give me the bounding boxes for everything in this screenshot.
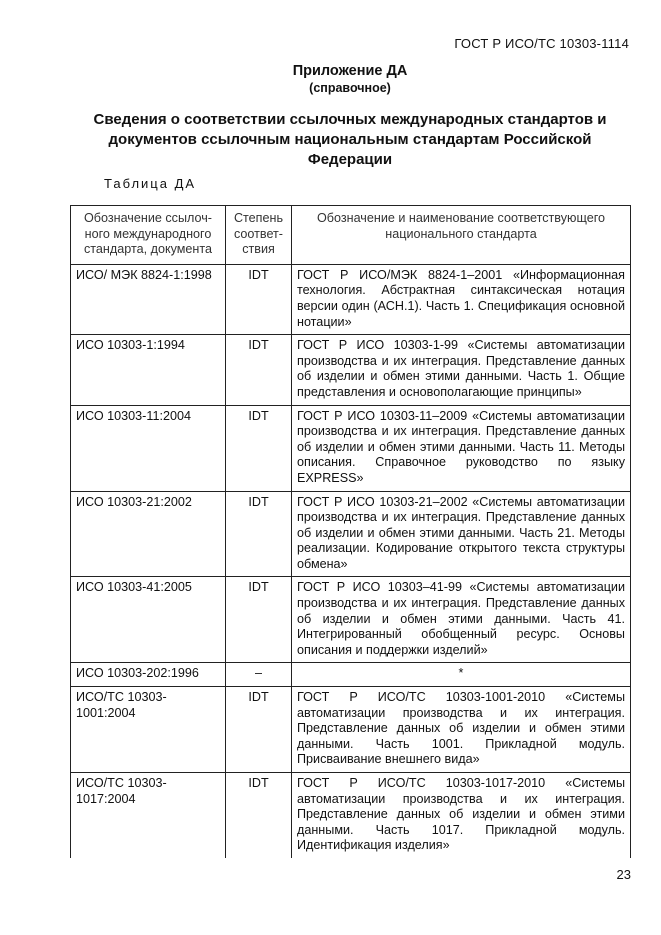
- national-standard-cell: ГОСТ Р ИСО 10303-11–2009 «Системы автоматизации производства и их интеграция. Представление данных об изделии и обмен этими данными. Часть 11. Методы описания. Справочное руководство по языку EXPRESS»: [292, 405, 631, 491]
- reference-cell: ИСО 10303-202:1996: [71, 663, 226, 687]
- table-row: [71, 491, 631, 577]
- national-standard-cell: ГОСТ Р ИСО 10303-21–2002 «Системы автоматизации производства и их интеграция. Представление данных об изделии и обмен этими данными. Часть 21. Методы реализации. Кодирование открытого текста структуры обмена»: [292, 491, 631, 577]
- degree-cell: IDT: [226, 491, 292, 577]
- standards-table: [70, 205, 631, 858]
- national-standard-cell: ГОСТ Р ИСО/ТС 10303-1001-2010 «Системы автоматизации производства и их интеграция. Представление данных об изделии и обмен этими данными. Часть 1001. Прикладной модуль. Присваивание внешнего вида»: [292, 687, 631, 773]
- table-row: [71, 577, 631, 663]
- degree-cell: IDT: [226, 264, 292, 334]
- table-row: [71, 405, 631, 491]
- table-row: [71, 773, 631, 858]
- degree-cell: –: [226, 663, 292, 687]
- appendix-heading: Сведения о соответствии ссылочных международных стандартов и документов ссылочным национальным стандартам Российской Федерации: [93, 111, 607, 168]
- reference-cell: ИСО/ТС 10303-1001:2004: [71, 687, 226, 773]
- table-header-row: [71, 206, 631, 265]
- column-header-national: Обозначение и наименование соответствующего национального стандарта: [292, 206, 631, 265]
- document-code: ГОСТ Р ИСО/ТС 10303-1114: [454, 36, 629, 51]
- national-standard-cell: *: [292, 663, 631, 687]
- reference-cell: ИСО 10303-11:2004: [71, 405, 226, 491]
- reference-cell: ИСО/ МЭК 8824-1:1998: [71, 264, 226, 334]
- appendix-title: Приложение ДА: [292, 63, 408, 79]
- table-row: [71, 663, 631, 687]
- national-standard-cell: ГОСТ Р ИСО/МЭК 8824-1–2001 «Информационная технология. Абстрактная синтаксическая нотация версии один (АСН.1). Часть 1. Спецификация основной нотации»: [292, 264, 631, 334]
- national-standard-cell: ГОСТ Р ИСО/ТС 10303-1017-2010 «Системы автоматизации производства и их интеграция. Представление данных об изделии и обмен этими данными. Часть 1017. Прикладной модуль. Идентификация изделия»: [292, 773, 631, 858]
- national-standard-cell: ГОСТ Р ИСО 10303–41-99 «Системы автоматизации производства и их интеграция. Представление данных об изделии и обмен этими данными. Часть 41. Интегрированный обобщенный ресурс. Основы описания и поддержки изделий»: [292, 577, 631, 663]
- page-number: 23: [616, 867, 631, 882]
- degree-cell: IDT: [226, 687, 292, 773]
- degree-cell: IDT: [226, 577, 292, 663]
- table-row: [71, 264, 631, 334]
- degree-cell: IDT: [226, 335, 292, 405]
- reference-cell: ИСО 10303-21:2002: [71, 491, 226, 577]
- national-standard-cell: ГОСТ Р ИСО 10303-1-99 «Системы автоматизации производства и их интеграция. Представление данных об изделии и обмен этими данными. Часть 1. Общие представления и основополагающие принципы»: [292, 335, 631, 405]
- table-label: Таблица ДА: [104, 176, 197, 191]
- degree-cell: IDT: [226, 405, 292, 491]
- appendix-subtitle: (справочное): [309, 81, 391, 95]
- reference-cell: ИСО 10303-1:1994: [71, 335, 226, 405]
- column-header-reference: Обозначение ссылоч-ного международного стандарта, документа: [71, 206, 226, 265]
- reference-cell: ИСО 10303-41:2005: [71, 577, 226, 663]
- column-header-degree: Степень соответ-ствия: [226, 206, 292, 265]
- table-row: [71, 687, 631, 773]
- reference-cell: ИСО/ТС 10303-1017:2004: [71, 773, 226, 858]
- table-row: [71, 335, 631, 405]
- degree-cell: IDT: [226, 773, 292, 858]
